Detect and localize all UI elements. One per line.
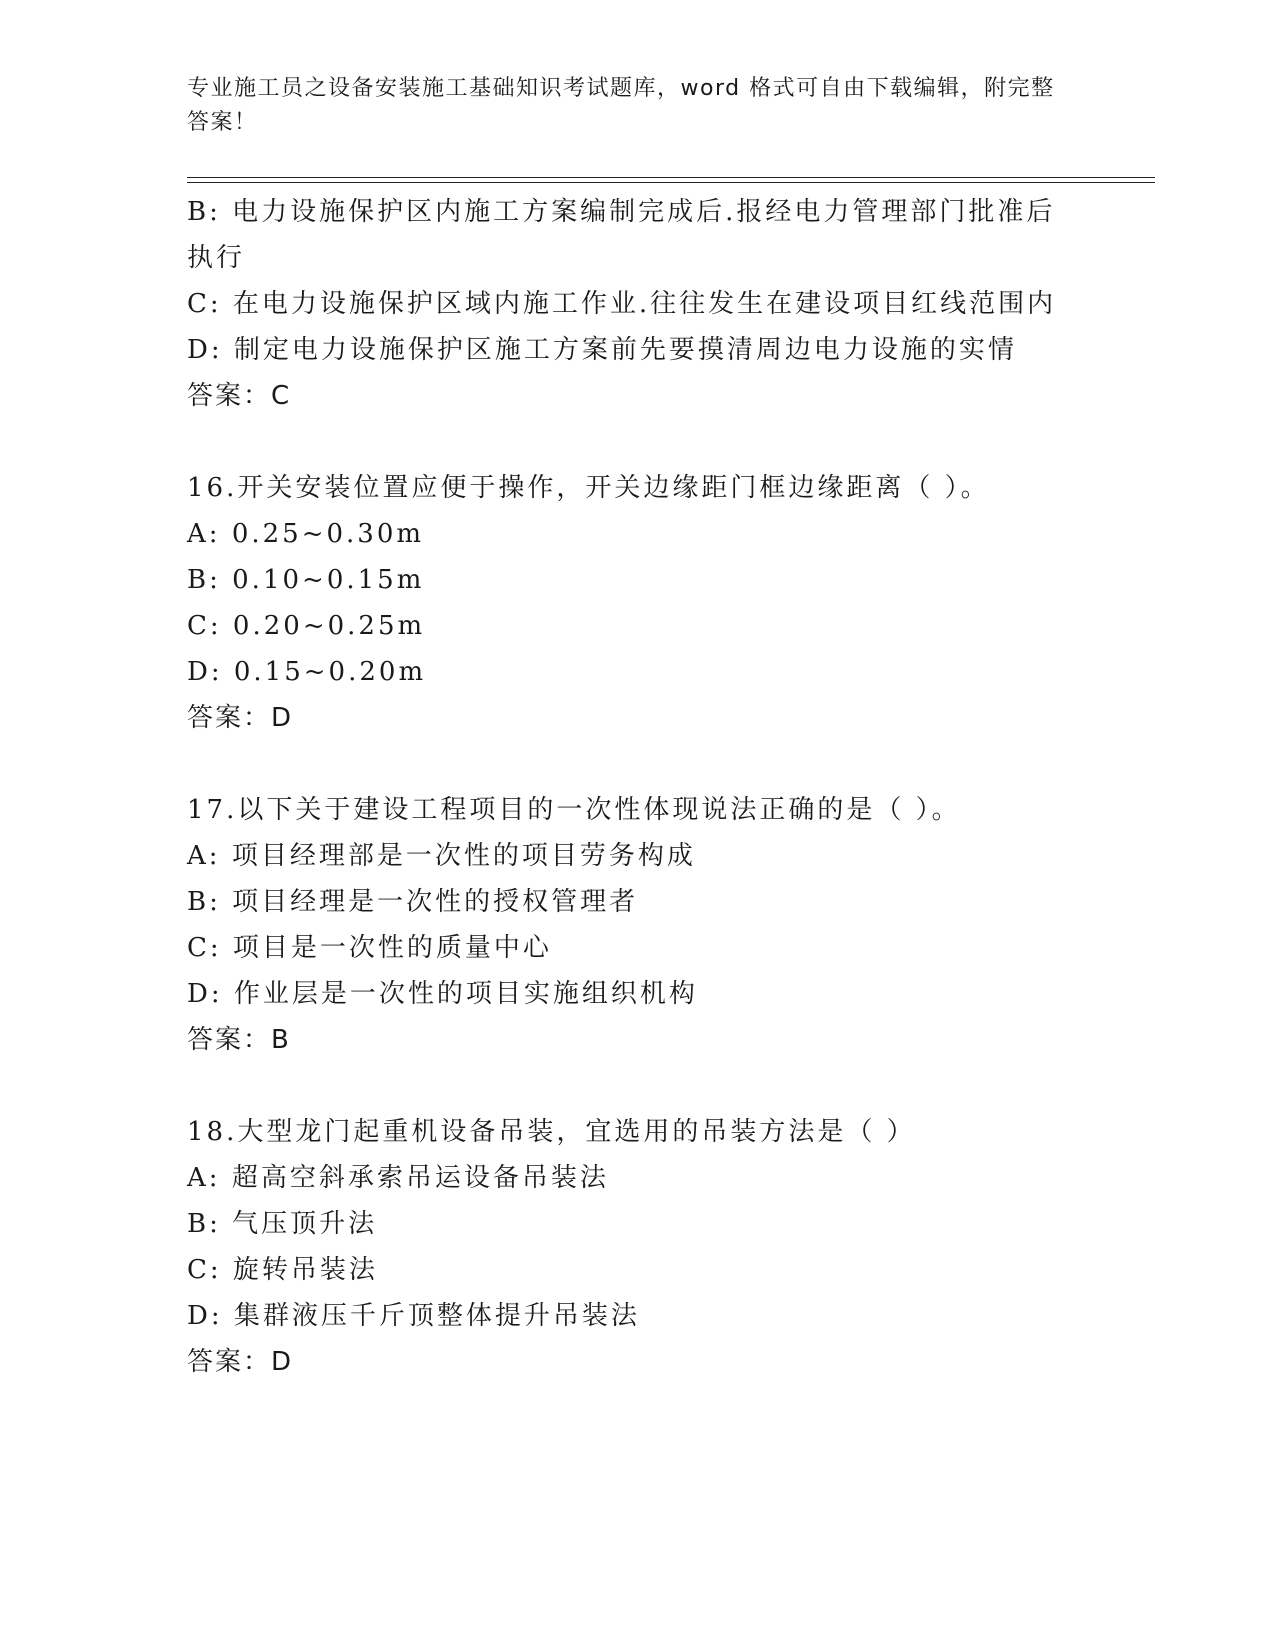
document-body — [187, 189, 1087, 1385]
option-d: D: 0.15~0.20m — [187, 657, 427, 687]
option-b-wrap: 执行 — [187, 243, 246, 273]
option-d: D: 集群液压千斤顶整体提升吊装法 — [187, 1301, 640, 1331]
header-divider-top — [187, 177, 1155, 178]
question-17 — [187, 787, 1087, 1063]
answer: 答案：B — [187, 1025, 291, 1055]
option-c: C: 在电力设施保护区域内施工作业.往往发生在建设项目红线范围内 — [187, 289, 1057, 319]
answer: 答案：D — [187, 703, 294, 733]
option-b: B: 气压顶升法 — [187, 1209, 378, 1239]
document-header: 专业施工员之设备安装施工基础知识考试题库，word 格式可自由下载编辑，附完整答案！ — [187, 76, 1055, 135]
question-stem: 18.大型龙门起重机设备吊装，宜选用的吊装方法是（ ） — [187, 1117, 916, 1147]
option-b: B: 项目经理是一次性的授权管理者 — [187, 887, 639, 917]
answer: 答案：D — [187, 1347, 294, 1377]
option-a: A: 0.25~0.30m — [187, 519, 425, 549]
question-stem: 16.开关安装位置应便于操作，开关边缘距门框边缘距离（ ）。 — [187, 473, 990, 503]
option-a: A: 项目经理部是一次性的项目劳务构成 — [187, 841, 696, 871]
option-c: C: 旋转吊装法 — [187, 1255, 378, 1285]
answer: 答案：C — [187, 381, 292, 411]
option-b: B: 0.10~0.15m — [187, 565, 425, 595]
question-15-continuation — [187, 189, 1087, 419]
question-18 — [187, 1109, 1087, 1385]
question-16 — [187, 465, 1087, 741]
option-b: B: 电力设施保护区内施工方案编制完成后.报经电力管理部门批准后 — [187, 197, 1056, 227]
option-c: C: 项目是一次性的质量中心 — [187, 933, 552, 963]
option-d: D: 作业层是一次性的项目实施组织机构 — [187, 979, 698, 1009]
header-divider-bottom — [187, 182, 1155, 183]
option-d: D: 制定电力设施保护区施工方案前先要摸清周边电力设施的实情 — [187, 335, 1017, 365]
question-stem: 17.以下关于建设工程项目的一次性体现说法正确的是（ ）。 — [187, 795, 961, 825]
option-a: A: 超高空斜承索吊运设备吊装法 — [187, 1163, 609, 1193]
option-c: C: 0.20~0.25m — [187, 611, 426, 641]
